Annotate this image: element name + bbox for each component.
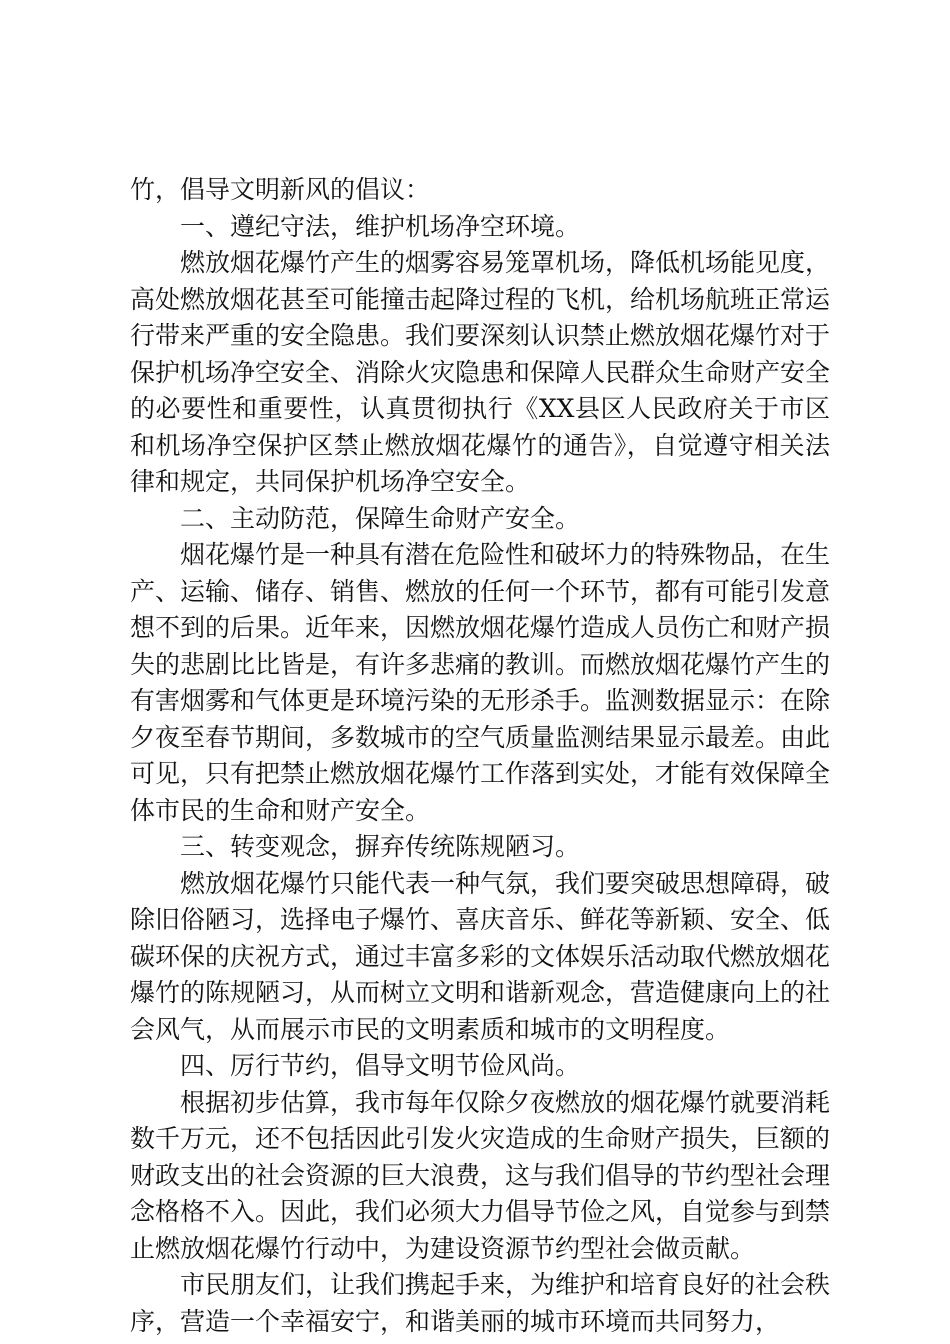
paragraph-intro-continuation: 竹，倡导文明新风的倡议： (130, 175, 431, 204)
heading-section-3: 三、转变观念，摒弃传统陈规陋习。 (180, 832, 581, 861)
paragraph-section-4: 根据初步估算，我市每年仅除夕夜燃放的烟花爆竹就要消耗数千万元，还不包括因此引发火灾造成的生命财产损失，巨额的财政支出的社会资源的巨大浪费，这与我们倡导的节约型社会理念格格不入。因此，我们必须大力倡导节俭之风，自觉参与到禁止燃放烟花爆竹行动中，为建设资源节约型社会做贡献。 (130, 1087, 831, 1263)
paragraph-section-1: 燃放烟花爆竹产生的烟雾容易笼罩机场，降低机场能见度，高处燃放烟花甚至可能撞击起降过程的飞机，给机场航班正常运行带来严重的安全隐患。我们要深刻认识禁止燃放烟花爆竹对于保护机场净空安全、消除火灾隐患和保障人民群众生命财产安全的必要性和重要性，认真贯彻执行《XX县区人民政府关于市区和机场净空保护区禁止燃放烟花爆竹的通告》，自觉遵守相关法律和规定，共同保护机场净空安全。 (130, 248, 831, 496)
paragraph-section-2: 烟花爆竹是一种具有潜在危险性和破坏力的特殊物品，在生产、运输、储存、销售、燃放的任何一个环节，都有可能引发意想不到的后果。近年来，因燃放烟花爆竹造成人员伤亡和财产损失的悲剧比比皆是，有许多悲痛的教训。而燃放烟花爆竹产生的有害烟雾和气体更是环境污染的无形杀手。监测数据显示：在除夕夜至春节期间，多数城市的空气质量监测结果显示最差。由此可见，只有把禁止燃放烟花爆竹工作落到实处，才能有效保障全体市民的生命和财产安全。 (130, 540, 831, 825)
document-body (130, 172, 830, 1340)
paragraph-section-3: 燃放烟花爆竹只能代表一种气氛，我们要突破思想障碍，破除旧俗陋习，选择电子爆竹、喜庆音乐、鲜花等新颖、安全、低碳环保的庆祝方式，通过丰富多彩的文体娱乐活动取代燃放烟花爆竹的陈规陋习，从而树立文明和谐新观念，营造健康向上的社会风气，从而展示市民的文明素质和城市的文明程度。 (130, 868, 831, 1044)
heading-section-1: 一、遵纪守法，维护机场净空环境。 (180, 211, 581, 241)
paragraph-closing: 市民朋友们，让我们携起手来，为维护和培育良好的社会秩序，营造一个幸福安宁，和谐美丽的城市环境而共同努力， (130, 1270, 831, 1336)
heading-section-4: 四、厉行节约，倡导文明节俭风尚。 (180, 1051, 581, 1080)
heading-section-2: 二、主动防范，保障生命财产安全。 (180, 503, 581, 533)
